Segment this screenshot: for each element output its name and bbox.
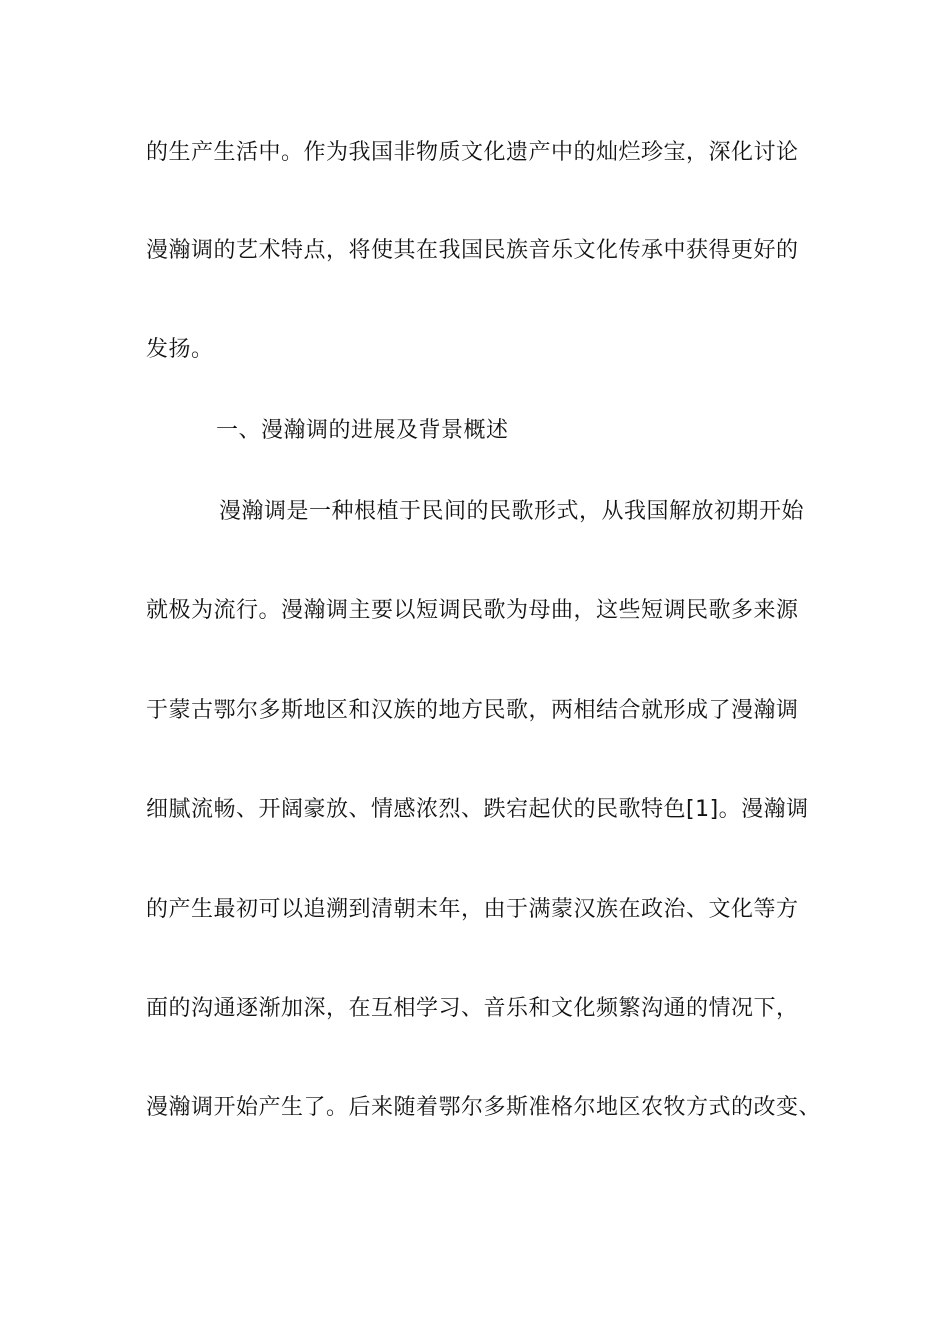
paragraph-line-9: 的产生最初可以追溯到清朝末年，由于满蒙汉族在政治、文化等方 — [146, 897, 799, 922]
paragraph-line-8: 细腻流畅、开阔豪放、情感浓烈、跌宕起伏的民歌特色[1]。漫瀚调 — [146, 797, 809, 822]
paragraph-line-7: 于蒙古鄂尔多斯地区和汉族的地方民歌，两相结合就形成了漫瀚调 — [146, 698, 799, 723]
paragraph-line-5: 漫瀚调是一种根植于民间的民歌形式，从我国解放初期开始 — [219, 499, 805, 524]
paragraph-line-2: 漫瀚调的艺术特点，将使其在我国民族音乐文化传承中获得更好的 — [146, 238, 799, 263]
paragraph-line-1: 的生产生活中。作为我国非物质文化遗产中的灿烂珍宝，深化讨论 — [146, 140, 799, 165]
section-heading: 一、漫瀚调的进展及背景概述 — [216, 418, 509, 443]
paragraph-line-3: 发扬。 — [146, 337, 214, 362]
paragraph-line-6: 就极为流行。漫瀚调主要以短调民歌为母曲，这些短调民歌多来源 — [146, 598, 799, 623]
paragraph-line-11: 漫瀚调开始产生了。后来随着鄂尔多斯准格尔地区农牧方式的改变、 — [146, 1095, 822, 1120]
paragraph-line-10: 面的沟通逐渐加深，在互相学习、音乐和文化频繁沟通的情况下， — [146, 996, 799, 1021]
